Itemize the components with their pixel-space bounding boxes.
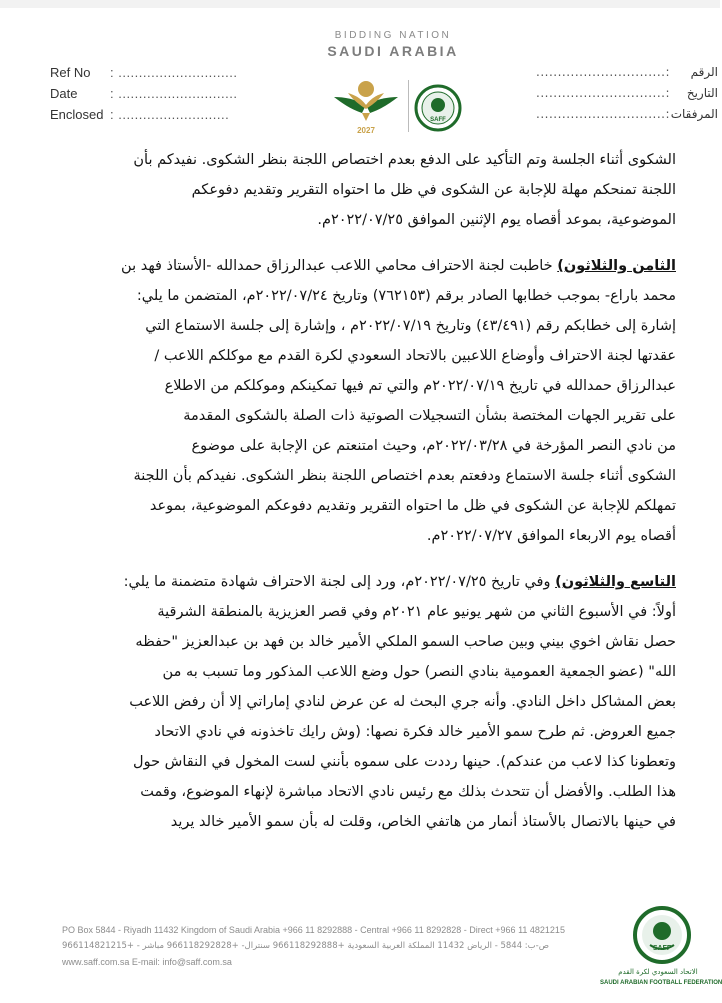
ball-icon [358, 81, 374, 97]
paragraph-38 [44, 251, 676, 551]
ar-date-label: التاريخ [686, 86, 718, 100]
p2-line-0 [44, 251, 676, 281]
brand-line2: SAUDI ARABIA [327, 43, 459, 59]
p2-line-3: عقدتها لجنة الاحتراف وأوضاع اللاعبين بالاتحاد السعودي لكرة القدم مع موكلكم اللاعب / [154, 348, 676, 364]
p1-line-3: الموضوعية، بموعد أقصاه يوم الإثنين الموافق ٢٠٢٢/٠٧/٢٥م. [317, 212, 676, 228]
p3-first-rest: وفي تاريخ ٢٠٢٢/٠٧/٢٥م، ورد إلى لجنة الاحتراف شهادة متضمنة ما يلي: [123, 574, 556, 590]
bid-2027-logo [332, 75, 400, 137]
ar-enclosed-row [536, 104, 718, 125]
bid-brand [318, 30, 468, 59]
page-top-edge [0, 0, 720, 8]
ar-enclosed-label: المرفقات [670, 107, 718, 121]
ar-ref-dots: :.............................. [536, 65, 670, 79]
p3-line-3: الله" (عضو الجمعية العمومية بنادي النصر) حول وضع اللاعب المذكور وما تسبب به من [162, 664, 676, 680]
ar-enclosed-dots: :.............................. [536, 107, 670, 121]
saff-logo-bottom [632, 905, 692, 967]
saff-logo-text: SAFF [430, 117, 446, 123]
p3-line-6: وتعطونا كذا لاعب من عندكم). حينها رددت على سموه بأنني لست المخول في النقاش حول [133, 754, 676, 770]
saff-name-en: SAUDI ARABIAN FOOTBALL FEDERATION [600, 980, 722, 986]
ar-ref-row [536, 62, 718, 83]
date-dots: : ............................. [110, 86, 238, 101]
p2-line-1: محمد باراع- بموجب خطابها الصادر برقم (٧٦٢١٥٣) وتاريخ ٢٠٢٢/٠٧/٢٤م، المتضمن ما يلي: [136, 288, 676, 304]
p2-line-7: الشكوى أثناء جلسة الاستماع ودفعتم بعدم اختصاص اللجنة بنظر الشكوى. نفيدكم بأن اللجنة [133, 468, 676, 484]
p2-line-2: إشارة إلى خطابكم رقم (٤٣/٤٩١) وتاريخ ٢٠٢٢/٠٧/١٩م ، وإشارة إلى جلسة الاستماع التي [145, 318, 676, 334]
bid-year: 2027 [357, 126, 375, 135]
ar-date-dots: :.............................. [536, 86, 670, 100]
p2-line-6: من نادي النصر المؤرخة في ٢٠٢٢/٠٣/٢٨م، وحيث امتنعتم عن الإجابة على موضوع [191, 438, 676, 454]
ref-dots: : ............................. [110, 65, 238, 80]
meta-right-block [536, 62, 718, 125]
enclosed-row [50, 104, 230, 125]
p3-line-7: هذا الطلب. والأفضل أن تتحدث بذلك مع رئيس نادي الاتحاد مباشرة لإنهاء الموضوع، وقمت [140, 784, 676, 800]
p2-line-9: أقصاه يوم الاربعاء الموافق ٢٠٢٢/٠٧/٢٧م. [426, 528, 676, 544]
p2-line-4: عبدالرزاق حمدالله في تاريخ ٢٠٢٢/٠٧/١٩م والتي تم فيها تمكينكم وموكلكم من الاطلاع [164, 378, 676, 394]
date-row [50, 83, 238, 104]
p3-line-0 [44, 567, 676, 597]
p2-first-rest: خاطبت لجنة الاحتراف محامي اللاعب عبدالرزاق حمدالله -الأستاذ فهد بن [121, 258, 558, 274]
p1-line-2: اللجنة تمنحكم مهلة للإجابة عن الشكوى في ظل ما احتواه التقرير وتقديم دفوعكم [191, 182, 676, 198]
footer-address-en: PO Box 5844 - Riyadh 11432 Kingdom of Saudi Arabia +966 11 8292888 - Central +966 11 8292828 - Direct +966 11 4821215 [62, 925, 565, 935]
saff-name-ar: الاتحاد السعودي لكرة القدم [618, 968, 698, 976]
letter-footer [62, 922, 622, 970]
meta-left-block [50, 62, 238, 125]
p2-line-8: تمهلكم للإجابة عن الشكوى في ظل ما احتواه التقرير وتقديم دفوعكم الموضوعية، بموعد [149, 498, 676, 514]
saff-logo-bottom-text: SAFF [652, 945, 672, 952]
ref-label: Ref No [50, 65, 91, 80]
p3-line-8: في حينها بالاتصال بالأستاذ أنمار من هاتفي الخاص، وقلت له بأن سمو الأمير خالد يريد [170, 814, 676, 830]
ar-date-row [536, 83, 718, 104]
brand-line1: BIDDING NATION [334, 30, 452, 41]
paragraph-39 [44, 567, 676, 837]
p3-line-4: بعض المشاكل داخل النادي. وأنه جري البحث له عن عرض لنادي إماراتي إلا أن رفض اللاعب [129, 694, 676, 710]
falcon-tail [362, 113, 370, 121]
p3-line-2: حصل نقاش اخوي بيني وبين صاحب السمو الملكي الأمير خالد بن فهد بن عبدالعزيز "حفظه [135, 634, 676, 650]
p2-line-5: على تقرير الجهات المختصة بشأن التسجيلات الصوتية ذات الصلة بالشكوى المقدمة [183, 408, 676, 424]
ref-row [50, 62, 238, 83]
paragraph-1 [44, 145, 676, 235]
enclosed-dots: : ........................... [110, 107, 230, 122]
p3-line-1: أولاً: في الأسبوع الثاني من شهر يونيو عام ٢٠٢١م وفي قصر العزيزية بالمنطقة الشرقية [157, 604, 676, 620]
footer-address-ar: ص-ب: 5844 - الرياض 11432 المملكة العربية السعودية +966118292888 سنترال- +966118292828 مباشر - +966114821215 [62, 941, 550, 951]
p1-line-1: الشكوى أثناء الجلسة وتم التأكيد على الدفع بعدم اختصاص اللجنة بنظر الشكوى. نفيدكم بأن [133, 152, 676, 168]
letter-body [44, 145, 676, 853]
date-label: Date [50, 86, 78, 101]
heading-39: التاسع والثلاثون) [555, 574, 676, 590]
ar-ref-label: الرقم [690, 65, 718, 79]
logo-divider [408, 80, 409, 132]
enclosed-label: Enclosed [50, 107, 104, 122]
saff-logo-top [414, 84, 462, 132]
p3-line-5: جميع العروض. ثم طرح سمو الأمير خالد فكرة نصها: (وش رايك تاخذونه في نادي الاتحاد [154, 724, 676, 740]
footer-web-email: www.saff.com.sa E-mail: info@saff.com.sa [62, 957, 232, 967]
heading-38: الثامن والثلاثون) [557, 258, 676, 274]
